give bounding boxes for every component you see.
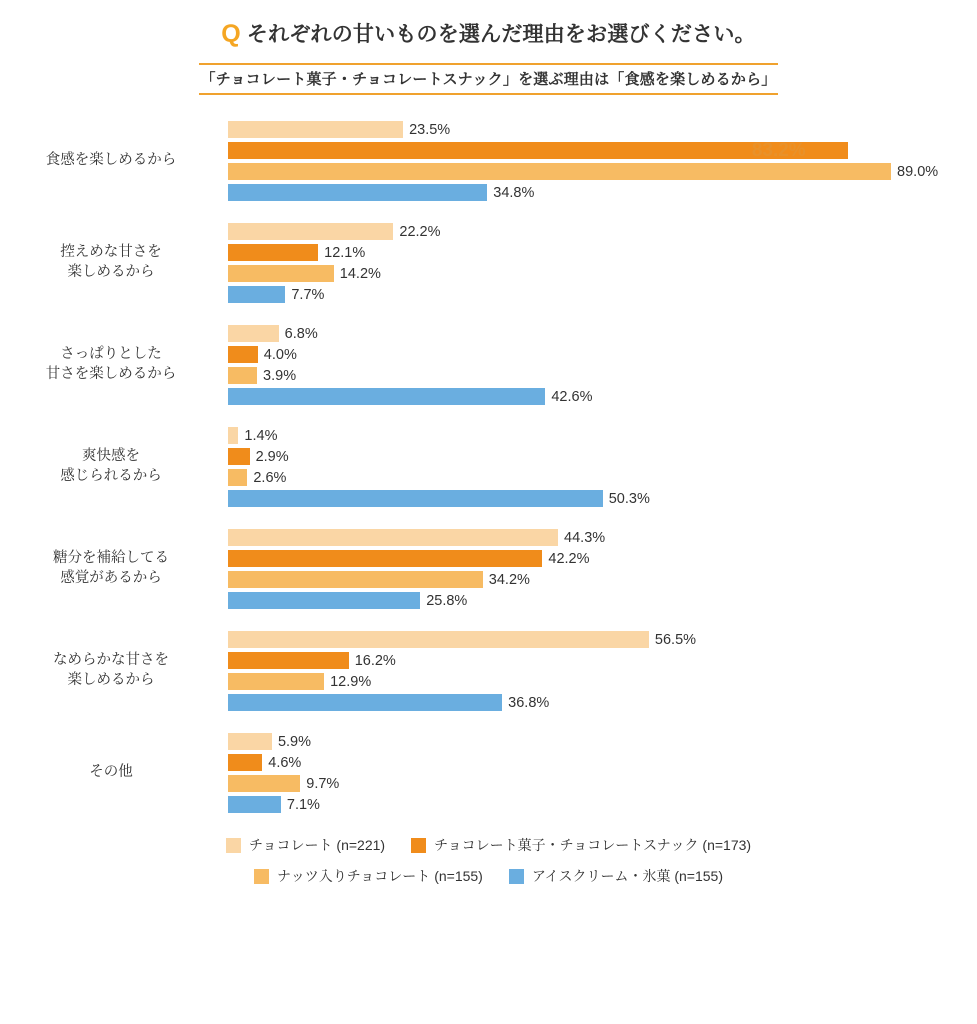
category-label: なめらかな甘さを 楽しめるから [53, 652, 169, 688]
legend-row [226, 835, 751, 855]
bar-row [228, 652, 977, 669]
bar-row [228, 325, 977, 342]
legend-label: アイスクリーム・氷菓 (n=155) [531, 868, 723, 884]
bar-row [228, 694, 977, 711]
bar-value-label: 14.2% [339, 265, 381, 282]
bar-value-label: 7.1% [286, 796, 320, 813]
bar [228, 469, 247, 486]
bar-value-label: 44.3% [564, 529, 606, 546]
bar [228, 733, 272, 750]
category-label: その他 [89, 764, 133, 781]
bar-row [228, 733, 977, 750]
bar-row [228, 184, 977, 201]
bar-row [228, 550, 977, 567]
category-label: 食感を楽しめるから [45, 152, 177, 169]
bar-value-label: 12.9% [330, 673, 372, 690]
bar-value-label: 1.4% [244, 427, 278, 444]
bar [228, 367, 257, 384]
bar-value-label: 7.7% [291, 286, 325, 303]
bar-chart [0, 121, 977, 813]
bar [228, 286, 285, 303]
bar [228, 346, 258, 363]
chart-group [0, 121, 977, 201]
bar-row [228, 796, 977, 813]
bar [228, 184, 487, 201]
bar-row [228, 754, 977, 771]
bar [228, 673, 324, 690]
page-title [0, 18, 977, 49]
bar-row [228, 673, 977, 690]
category-label: 糖分を補給してる 感覚があるから [53, 550, 169, 586]
bar-row [228, 367, 977, 384]
bar [228, 694, 502, 711]
bar [228, 550, 542, 567]
category-label: 控えめな甘さを 楽しめるから [60, 244, 162, 280]
bar-value-label: 2.9% [255, 448, 289, 465]
bar [228, 244, 318, 261]
bar-value-label: 34.2% [488, 571, 530, 588]
bar-value-label: 4.0% [263, 346, 297, 363]
bar-row [228, 265, 977, 282]
chart-group [0, 427, 977, 507]
bar-value-label: 50.3% [608, 490, 650, 507]
bar-row [228, 529, 977, 546]
chart-group [0, 631, 977, 711]
bar-row [228, 448, 977, 465]
chart-subtitle: 「チョコレート菓子・チョコレートスナック」を選ぶ理由は「食感を楽しめるから」 [199, 63, 779, 95]
bar-value-label: 25.8% [426, 592, 468, 609]
legend-item[interactable] [226, 835, 385, 855]
bar-value-label: 16.2% [354, 652, 396, 669]
bar-row [228, 469, 977, 486]
bar-value-label: 5.9% [277, 733, 312, 750]
bar-value-label: 89.0% [897, 163, 939, 180]
bar-row [228, 631, 977, 648]
chart-group [0, 529, 977, 609]
bar-row [228, 139, 977, 161]
bar-row [228, 163, 977, 180]
legend-swatch-icon [509, 869, 524, 884]
bar [228, 775, 300, 792]
chart-group [0, 733, 977, 813]
bar-group [228, 223, 977, 303]
legend-row [254, 866, 723, 886]
bar-value-label: 6.8% [284, 325, 318, 342]
bar-value-label: 12.1% [324, 244, 366, 261]
bar [228, 652, 349, 669]
bar-row [228, 223, 977, 240]
legend-swatch-icon [411, 838, 426, 853]
bar-row [228, 346, 977, 363]
bar-row [228, 121, 977, 138]
bar-row [228, 244, 977, 261]
bar-value-label: 34.8% [493, 184, 535, 201]
category-label: さっぱりとした 甘さを楽しめるから [45, 346, 177, 382]
category-label: 爽快感を 感じられるから [60, 448, 162, 484]
bar-group [228, 325, 977, 405]
bar [228, 796, 281, 813]
bar [228, 121, 403, 138]
bar-row [228, 388, 977, 405]
bar [228, 754, 262, 771]
bar [228, 325, 279, 342]
bar-value-label: 83.2% [751, 139, 806, 161]
bar [228, 388, 545, 405]
bar-value-label: 36.8% [508, 694, 550, 711]
bar [228, 631, 649, 648]
bar-group [228, 631, 977, 711]
bar-value-label: 4.6% [268, 754, 302, 771]
bar [228, 163, 891, 180]
bar-group [228, 121, 977, 201]
legend-label: チョコレート (n=221) [248, 837, 386, 853]
chart-group [0, 325, 977, 405]
bar [228, 592, 420, 609]
bar-group [228, 427, 977, 507]
bar [228, 223, 393, 240]
bar [228, 427, 238, 444]
legend-item[interactable] [509, 866, 723, 886]
bar-row [228, 490, 977, 507]
bar-value-label: 2.6% [253, 469, 287, 486]
bar-value-label: 42.2% [548, 550, 590, 567]
chart-legend [0, 835, 977, 886]
bar-group [228, 529, 977, 609]
legend-item[interactable] [411, 835, 751, 855]
bar-value-label: 23.5% [409, 121, 451, 138]
question-mark-icon: Q [221, 20, 241, 48]
bar-value-label: 22.2% [399, 223, 441, 240]
bar [228, 490, 603, 507]
bar-value-label: 56.5% [654, 631, 697, 648]
bar-value-label: 3.9% [263, 367, 297, 384]
chart-header [0, 0, 977, 95]
bar-group [228, 733, 977, 813]
bar-value-label: 42.6% [551, 388, 593, 405]
legend-item[interactable] [254, 866, 483, 886]
legend-swatch-icon [254, 869, 269, 884]
bar [228, 571, 483, 588]
legend-label: チョコレート菓子・チョコレートスナック (n=173) [434, 837, 752, 853]
bar [228, 265, 334, 282]
bar-row [228, 286, 977, 303]
subtitle-wrap [0, 63, 977, 95]
legend-label: ナッツ入りチョコレート (n=155) [277, 868, 483, 884]
bar-row [228, 427, 977, 444]
legend-swatch-icon [226, 838, 241, 853]
page-title-text: それぞれの甘いものを選んだ理由をお選びください。 [246, 23, 756, 46]
bar-row [228, 775, 977, 792]
bar-row [228, 571, 977, 588]
bar [228, 448, 250, 465]
bar-row [228, 592, 977, 609]
chart-group [0, 223, 977, 303]
bar-value-label: 9.7% [306, 775, 340, 792]
bar [228, 529, 558, 546]
